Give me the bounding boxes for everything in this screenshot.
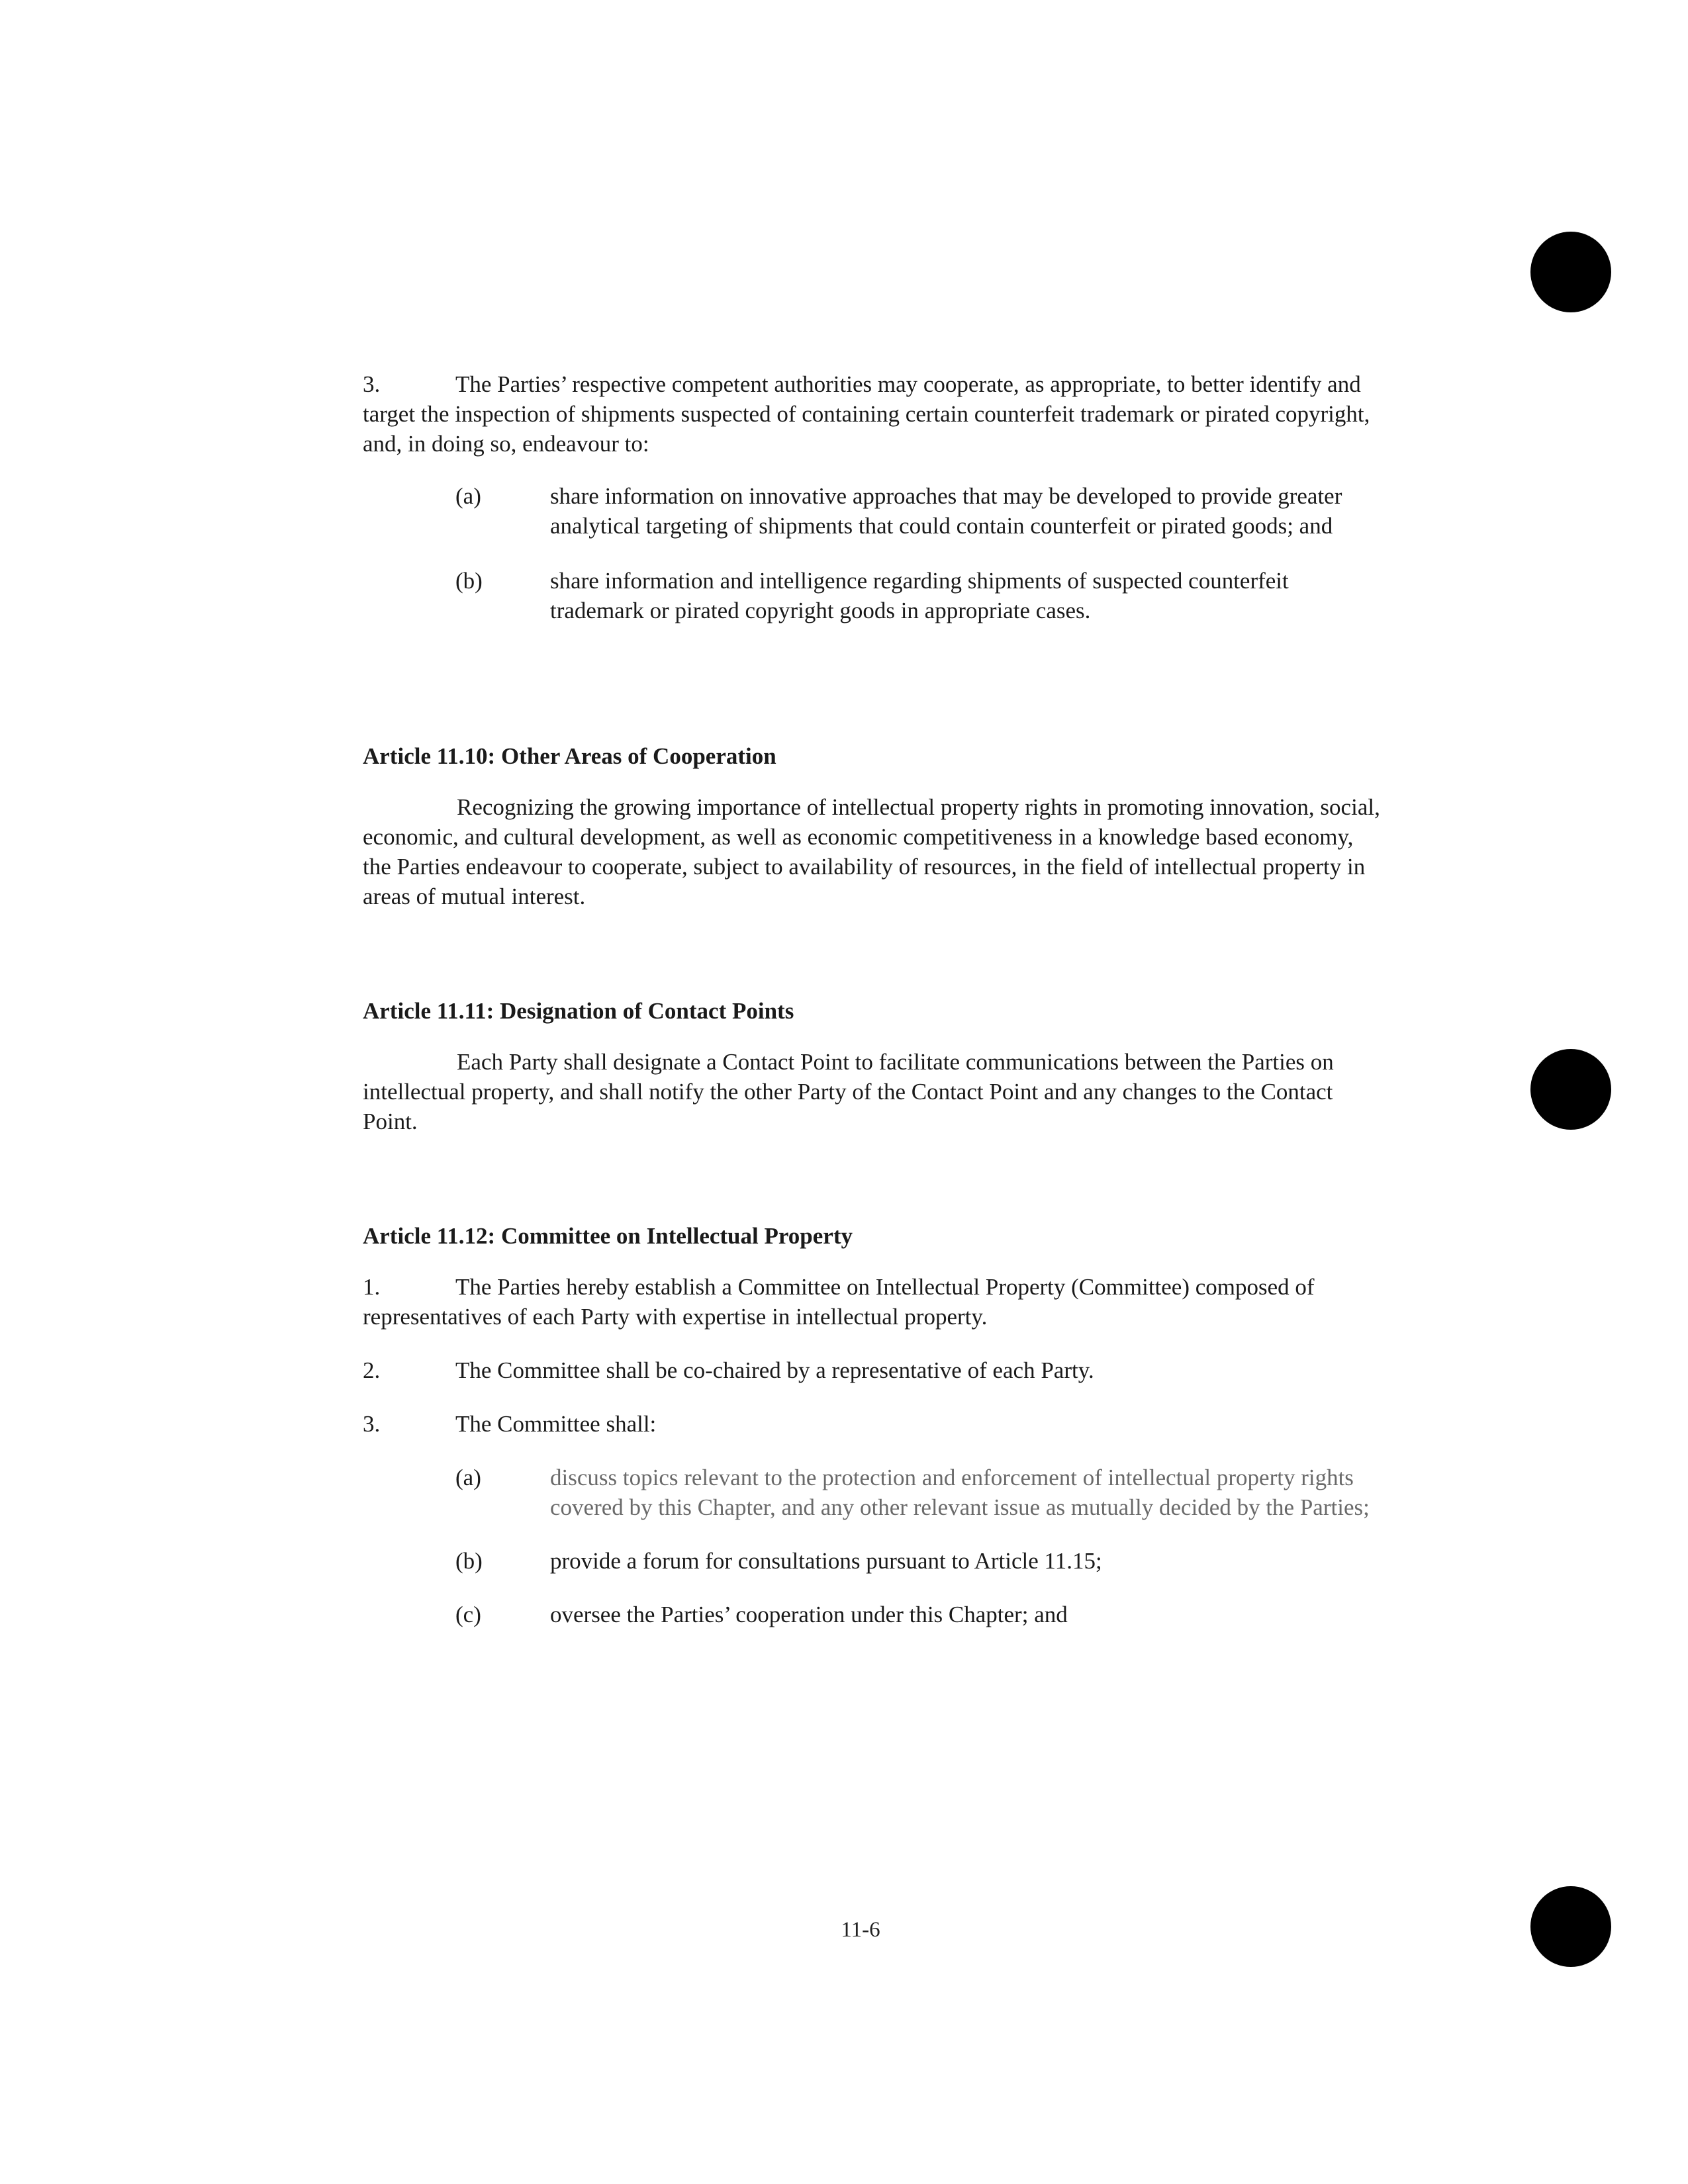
item-text: provide a forum for consultations pursuant to Article 11.15;: [550, 1548, 1102, 1574]
paragraph-text: The Parties hereby establish a Committee on Intellectual Property (Committee) composed of representatives of each Party with expertise in intellectual property.: [363, 1274, 1315, 1330]
list-item-a: [455, 1463, 1382, 1522]
item-label: (a): [455, 483, 481, 509]
item-text: share information on innovative approaches that may be developed to provide greater analytical targeting of shipments that could contain counterfeit or pirated goods; and: [550, 483, 1342, 539]
punch-hole-bottom: [1530, 1886, 1611, 1967]
paragraph-2: [363, 1355, 1382, 1385]
paragraph-text: The Parties’ respective competent authorities may cooperate, as appropriate, to better identify and target the inspection of shipments suspected of containing certain counterfeit trademark or pirated copyright, and, in doing so, endeavour to:: [363, 371, 1370, 457]
article-body: Recognizing the growing importance of intellectual property rights in promoting innovation, social, economic, and cultural development, as well as economic competitiveness in a knowledge based economy, the Parties endeavour to cooperate, subject to availability of resources, in the field of intellectual property in areas of mutual interest.: [363, 794, 1380, 909]
article-heading: Article 11.11: Designation of Contact Points: [363, 998, 794, 1024]
article-body: Each Party shall designate a Contact Point to facilitate communications between the Parties on intellectual property, and shall notify the other Party of the Contact Point and any changes to the Contact Point.: [363, 1049, 1334, 1134]
article-heading: Article 11.10: Other Areas of Cooperation: [363, 743, 776, 769]
item-text: discuss topics relevant to the protection and enforcement of intellectual property rights covered by this Chapter, and any other relevant issue as mutually decided by the Parties;: [550, 1465, 1370, 1520]
paragraph-text: The Committee shall:: [455, 1411, 657, 1437]
item-label: (b): [455, 568, 483, 594]
article-11-11: [363, 996, 1382, 1136]
section-3-block: [363, 369, 1382, 625]
list-item-b: [455, 1546, 1382, 1576]
item-label: (b): [455, 1548, 483, 1574]
paragraph-number: 1.: [363, 1274, 381, 1300]
item-label: (c): [455, 1602, 481, 1627]
article-heading: Article 11.12: Committee on Intellectual Property: [363, 1223, 853, 1249]
section-3-paragraph: [363, 369, 1382, 459]
paragraph-text: The Committee shall be co-chaired by a representative of each Party.: [455, 1357, 1094, 1383]
item-text: share information and intelligence regarding shipments of suspected counterfeit trademark or pirated copyright goods in appropriate cases.: [550, 568, 1289, 623]
punch-hole-middle: [1530, 1049, 1611, 1130]
paragraph-1: [363, 1272, 1382, 1332]
list-item-c: [455, 1600, 1382, 1629]
item-label: (a): [455, 1465, 481, 1490]
paragraph-number: 2.: [363, 1357, 381, 1383]
page-number: 11-6: [841, 1918, 880, 1942]
list-item-b: [455, 566, 1382, 625]
paragraph-number: 3.: [363, 1411, 381, 1437]
paragraph-number: 3.: [363, 371, 381, 397]
list-item-a: [455, 481, 1382, 541]
paragraph-3: [363, 1409, 1382, 1439]
article-11-12: [363, 1221, 1382, 1629]
punch-hole-top: [1530, 232, 1611, 312]
item-text: oversee the Parties’ cooperation under this Chapter; and: [550, 1602, 1068, 1627]
article-11-10: [363, 741, 1382, 911]
